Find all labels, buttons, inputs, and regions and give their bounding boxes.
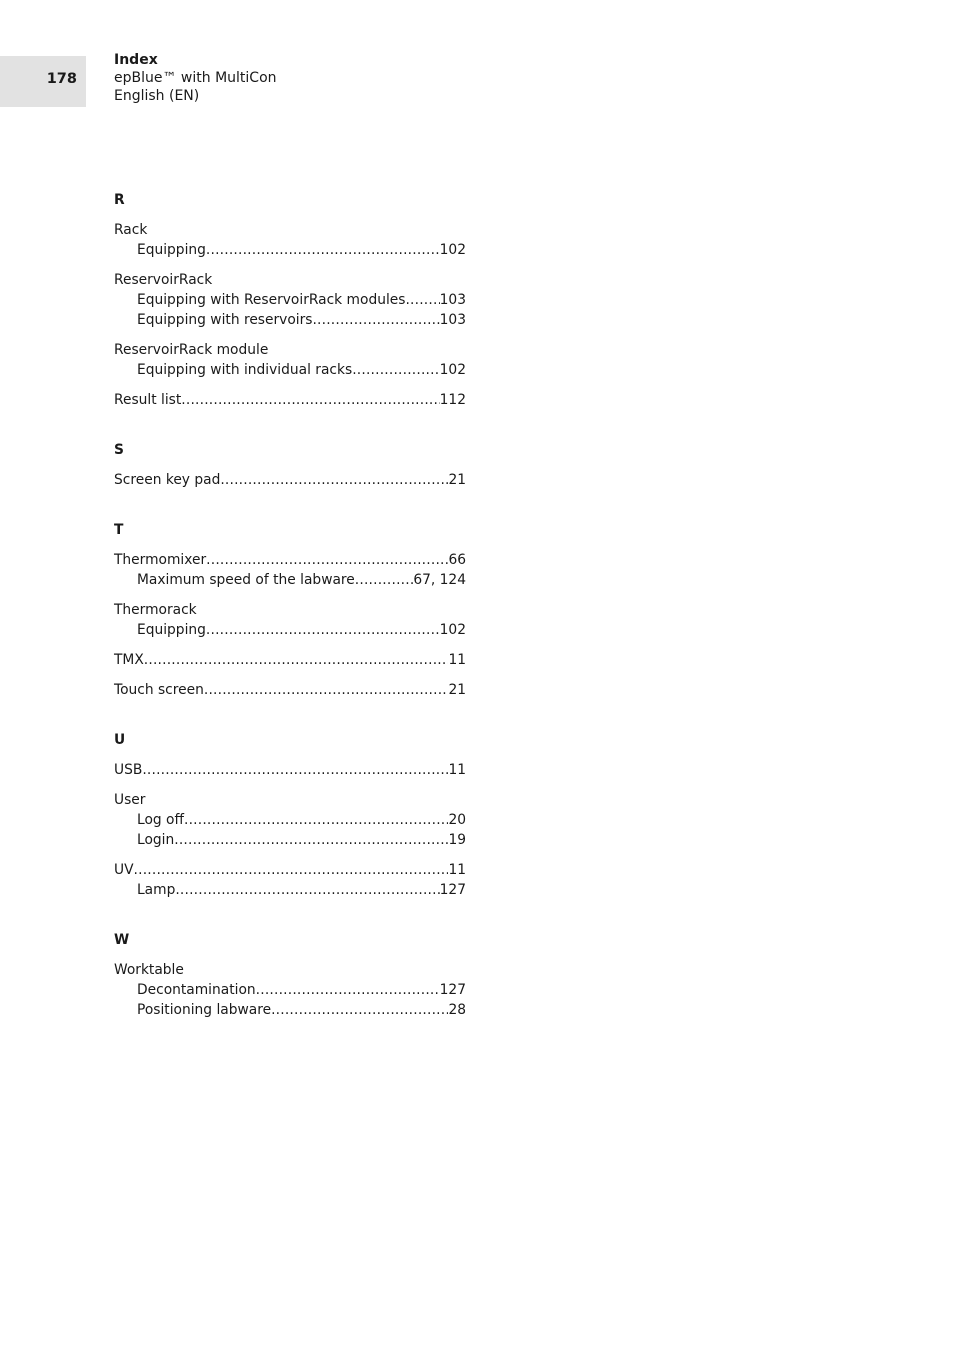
dot-leader	[204, 680, 449, 700]
entry-term: ReservoirRack	[114, 272, 213, 288]
page-reference: 21	[448, 472, 466, 488]
page-reference: 11	[448, 652, 466, 668]
dot-leader	[144, 650, 449, 670]
entry-term: User	[114, 792, 146, 808]
page-reference: 102	[439, 622, 466, 638]
dot-leader	[312, 310, 439, 330]
index-subentry	[114, 620, 466, 640]
index-entry	[114, 390, 466, 410]
dot-leader	[271, 1000, 448, 1020]
dot-leader	[256, 980, 440, 1000]
index-subentry	[114, 880, 466, 900]
entry-term: TMX	[114, 652, 144, 668]
subentry-term: Log off	[137, 812, 184, 828]
index-section-r	[114, 190, 466, 410]
page-reference: 102	[439, 362, 466, 378]
index-entry	[114, 860, 466, 900]
index-section-u	[114, 730, 466, 900]
dot-leader	[134, 860, 449, 880]
entry-term: UV	[114, 862, 134, 878]
index-section-t	[114, 520, 466, 700]
page-reference: 67, 124	[413, 572, 466, 588]
index-term-line	[114, 760, 466, 780]
page-reference: 102	[439, 242, 466, 258]
index-entry	[114, 340, 466, 380]
index-term-line	[114, 550, 466, 570]
index-term-line	[114, 220, 466, 240]
index-entry	[114, 550, 466, 590]
index-term-line	[114, 390, 466, 410]
index-entry	[114, 650, 466, 670]
index-entry	[114, 760, 466, 780]
entry-term: Worktable	[114, 962, 184, 978]
section-letter: R	[114, 192, 125, 208]
index-subentry	[114, 360, 466, 380]
running-header	[114, 51, 277, 105]
subentry-term: Positioning labware	[137, 1002, 272, 1018]
entry-term: Screen key pad	[114, 472, 221, 488]
subentry-term: Equipping with ReservoirRack modules	[137, 292, 406, 308]
dot-leader	[184, 810, 448, 830]
dot-leader	[405, 290, 439, 310]
subentry-term: Maximum speed of the labware	[137, 572, 355, 588]
index-term-line	[114, 340, 466, 360]
dot-leader	[355, 570, 414, 590]
dot-leader	[352, 360, 439, 380]
index-entry	[114, 270, 466, 330]
page-reference: 19	[448, 832, 466, 848]
index-term-line	[114, 960, 466, 980]
page-reference: 21	[448, 682, 466, 698]
index-subentry	[114, 570, 466, 590]
page-reference: 11	[448, 762, 466, 778]
entry-term: Rack	[114, 222, 148, 238]
dot-leader	[142, 760, 448, 780]
index-term-line	[114, 680, 466, 700]
index-entry	[114, 680, 466, 700]
index-term-line	[114, 270, 466, 290]
subentry-term: Equipping	[137, 622, 206, 638]
page-reference: 127	[439, 882, 466, 898]
language-label: English (EN)	[114, 88, 200, 104]
entry-term: Result list	[114, 392, 182, 408]
dot-leader	[206, 620, 440, 640]
entry-term: USB	[114, 762, 143, 778]
index-subentry	[114, 310, 466, 330]
index-subentry	[114, 980, 466, 1000]
subentry-term: Equipping with individual racks	[137, 362, 353, 378]
page-number: 178	[46, 71, 77, 87]
index-subentry	[114, 290, 466, 310]
product-name: epBlue™ with MultiCon	[114, 70, 277, 86]
index-column	[114, 190, 466, 1020]
page-reference: 11	[448, 862, 466, 878]
index-subentry	[114, 240, 466, 260]
page-reference: 103	[439, 292, 466, 308]
dot-leader	[181, 390, 439, 410]
page-reference: 20	[448, 812, 466, 828]
subentry-term: Equipping with reservoirs	[137, 312, 313, 328]
index-term-line	[114, 650, 466, 670]
entry-term: Thermorack	[114, 602, 197, 618]
dot-leader	[174, 830, 448, 850]
page-reference: 103	[439, 312, 466, 328]
index-subentry	[114, 830, 466, 850]
section-letter: W	[114, 932, 130, 948]
page-reference: 28	[448, 1002, 466, 1018]
index-subentry	[114, 810, 466, 830]
dot-leader	[206, 240, 440, 260]
subentry-term: Decontamination	[137, 982, 256, 998]
dot-leader	[175, 880, 439, 900]
dot-leader	[206, 550, 448, 570]
chapter-title: Index	[114, 52, 158, 68]
index-entry	[114, 220, 466, 260]
page-reference: 112	[439, 392, 466, 408]
dot-leader	[220, 470, 448, 490]
subentry-term: Login	[137, 832, 175, 848]
page-reference: 127	[439, 982, 466, 998]
entry-term: ReservoirRack module	[114, 342, 269, 358]
section-letter: T	[114, 522, 124, 538]
index-term-line	[114, 600, 466, 620]
entry-term: Thermomixer	[114, 552, 207, 568]
index-term-line	[114, 790, 466, 810]
index-term-line	[114, 470, 466, 490]
index-entry	[114, 960, 466, 1020]
entry-term: Touch screen	[114, 682, 204, 698]
index-section-w	[114, 930, 466, 1020]
index-entry	[114, 790, 466, 850]
index-section-s	[114, 440, 466, 490]
index-term-line	[114, 860, 466, 880]
subentry-term: Equipping	[137, 242, 206, 258]
subentry-term: Lamp	[137, 882, 176, 898]
index-subentry	[114, 1000, 466, 1020]
section-letter: U	[114, 732, 126, 748]
index-entry	[114, 600, 466, 640]
section-letter: S	[114, 442, 124, 458]
page-reference: 66	[448, 552, 466, 568]
index-entry	[114, 470, 466, 490]
